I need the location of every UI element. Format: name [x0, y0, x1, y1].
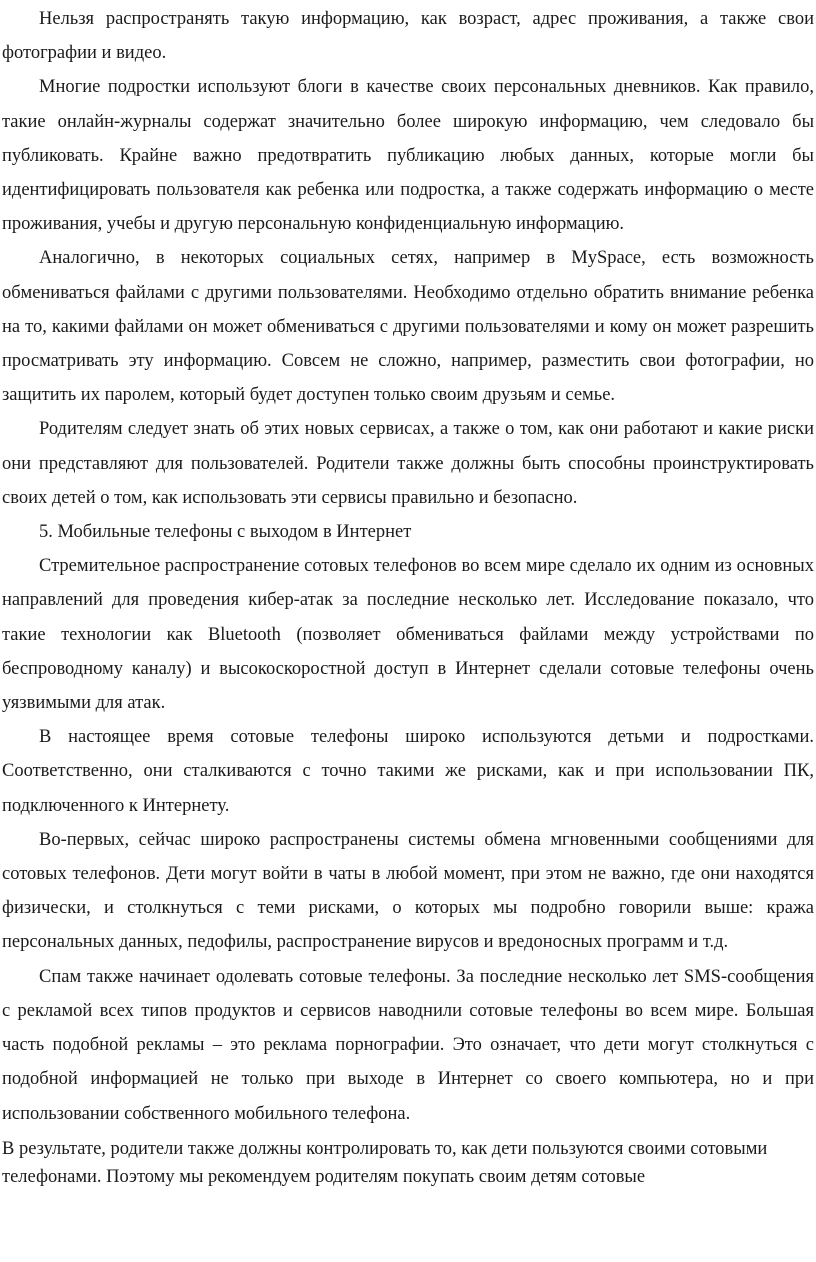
paragraph-social-networks: Аналогично, в некоторых социальных сетях, например в MySpace, есть возможность обмениваться файлами с другими пользователями. Необходимо отдельно обратить внимание ребенка на то, какими файлами он может обмениваться с другими пользователями и кому он может разрешить просматривать эту информацию. Совсем не сложно, например, разместить свои фотографии, но защитить их паролем, который будет доступен только своим друзьям и семье.	[2, 248, 814, 406]
paragraph-conclusion: В результате, родители также должны контролировать то, как дети пользуются своими сотовыми телефонами. Поэтому мы рекомендуем родителям покупать своим детям сотовые	[2, 1138, 768, 1187]
section-heading: 5. Мобильные телефоны с выходом в Интернет	[39, 522, 412, 543]
paragraph-spam: Спам также начинает одолевать сотовые телефоны. За последние несколько лет SMS-сообщения с рекламой всех типов продуктов и сервисов наводнили сотовые телефоны во всем мире. Большая часть подобной рекламы – это реклама порнографии. Это означает, что дети могут столкнуться с подобной информацией не только при выходе в Интернет со своего компьютера, но и при использовании собственного мобильного телефона.	[2, 966, 814, 1124]
paragraph-instant-messaging: Во-первых, сейчас широко распространены системы обмена мгновенными сообщениями для сотовых телефонов. Дети могут войти в чаты в любой момент, при этом не важно, где они находятся физически, и столкнуться с теми рисками, о которых мы подробно говорили выше: кража персональных данных, педофилы, распространение вирусов и вредоносных программ и т.д.	[2, 829, 814, 953]
paragraph-personal-info: Нельзя распространять такую информацию, как возраст, адрес проживания, а также свои фотографии и видео.	[2, 9, 814, 64]
paragraph-mobile-spread: Стремительное распространение сотовых телефонов во всем мире сделало их одним из основных направлений для проведения кибер-атак за последние несколько лет. Исследование показало, что такие технологии как Bluetooth (позволяет обмениваться файлами между устройствами по беспроводному каналу) и высокоскоростной доступ в Интернет сделали сотовые телефоны очень уязвимыми для атак.	[2, 556, 814, 714]
paragraph-blogs: Многие подростки используют блоги в качестве своих персональных дневников. Как правило, такие онлайн-журналы содержат значительно более широкую информацию, чем следовало бы публиковать. Крайне важно предотвратить публикацию любых данных, которые могли бы идентифицировать пользователя как ребенка или подростка, а также содержать информацию о месте проживания, учебы и другую персональную конфиденциальную информацию.	[2, 77, 814, 235]
paragraph-mobile-children: В настоящее время сотовые телефоны широко используются детьми и подростками. Соответственно, они сталкиваются с точно такими же рисками, как и при использовании ПК, подключенного к Интернету.	[2, 727, 814, 816]
paragraph-parents-awareness: Родителям следует знать об этих новых сервисах, а также о том, как они работают и какие риски они представляют для пользователей. Родители также должны быть способны проинструктировать своих детей о том, как использовать эти сервисы правильно и безопасно.	[2, 419, 814, 508]
